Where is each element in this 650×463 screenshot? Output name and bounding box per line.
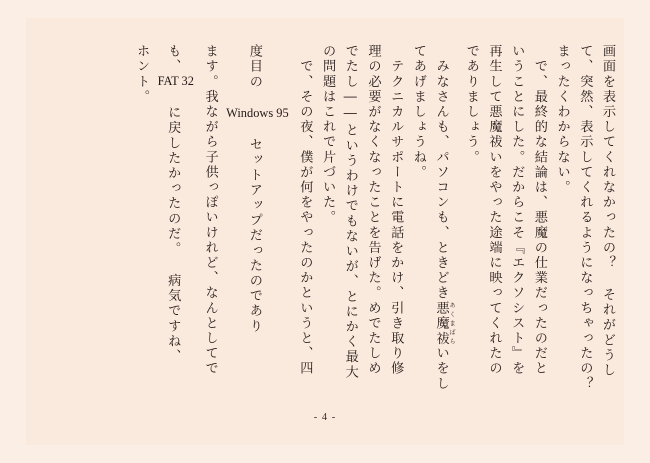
- text-column-2: て、突然、表示してくれるようになっちゃったの？: [577, 44, 593, 392]
- text-run: も、: [165, 44, 181, 75]
- text-column-16: ます。我ながら子供っぽいけれど、なんとしてで: [202, 44, 218, 377]
- text-column-12: でたし――というわけでもないが、とにかく最大: [342, 44, 358, 380]
- text-column-3: まったくわからない。: [554, 44, 570, 195]
- text-column-10: テクニカルサポートに電話をかけ、引き取り修: [388, 44, 404, 377]
- text-column-15: [226, 44, 289, 396]
- text-column-14: で、その夜、僕が何をやったのかというと、四: [297, 44, 313, 377]
- latin-run: Windows 95: [226, 106, 289, 121]
- text-column-17: [158, 44, 194, 396]
- text-column-11: 理の必要がなくなったことを告げた。めでたしめ: [365, 44, 381, 377]
- text-column-13: の問題はこれで片づいた。: [320, 44, 336, 226]
- ruby-annotation: 悪魔祓 あくまばら: [433, 300, 456, 347]
- text-column-18: ホント。: [134, 44, 150, 105]
- vertical-text-block: [125, 44, 614, 404]
- text-run-post: に戻したかったのだ。 病気ですね、: [165, 88, 181, 365]
- text-run-post: セットアップだったのであり: [246, 120, 262, 334]
- text-column-7: でありましょう。: [463, 44, 479, 165]
- text-column-8: みなさんも、パソコンも、ときどき悪魔祓 あくまばらいをし: [433, 44, 456, 392]
- text-column-6: 再生して悪魔祓いをやった途端に映ってくれたの: [486, 44, 502, 377]
- text-column-4: で、最終的な結論は、悪魔の仕業だったのだと: [531, 44, 547, 377]
- text-run: 度目の: [246, 44, 262, 107]
- text-column-9: てあげましょうね。: [410, 44, 426, 180]
- latin-run: FAT 32: [157, 74, 194, 89]
- text-column-5: いうことにした。だからこそ『エクソシスト』を: [509, 44, 525, 377]
- page-content-area: [26, 18, 624, 445]
- page-number: - 4 -: [313, 412, 337, 423]
- text-column-1: 画面を表示してくれなかったの？ それがどうし: [600, 44, 615, 378]
